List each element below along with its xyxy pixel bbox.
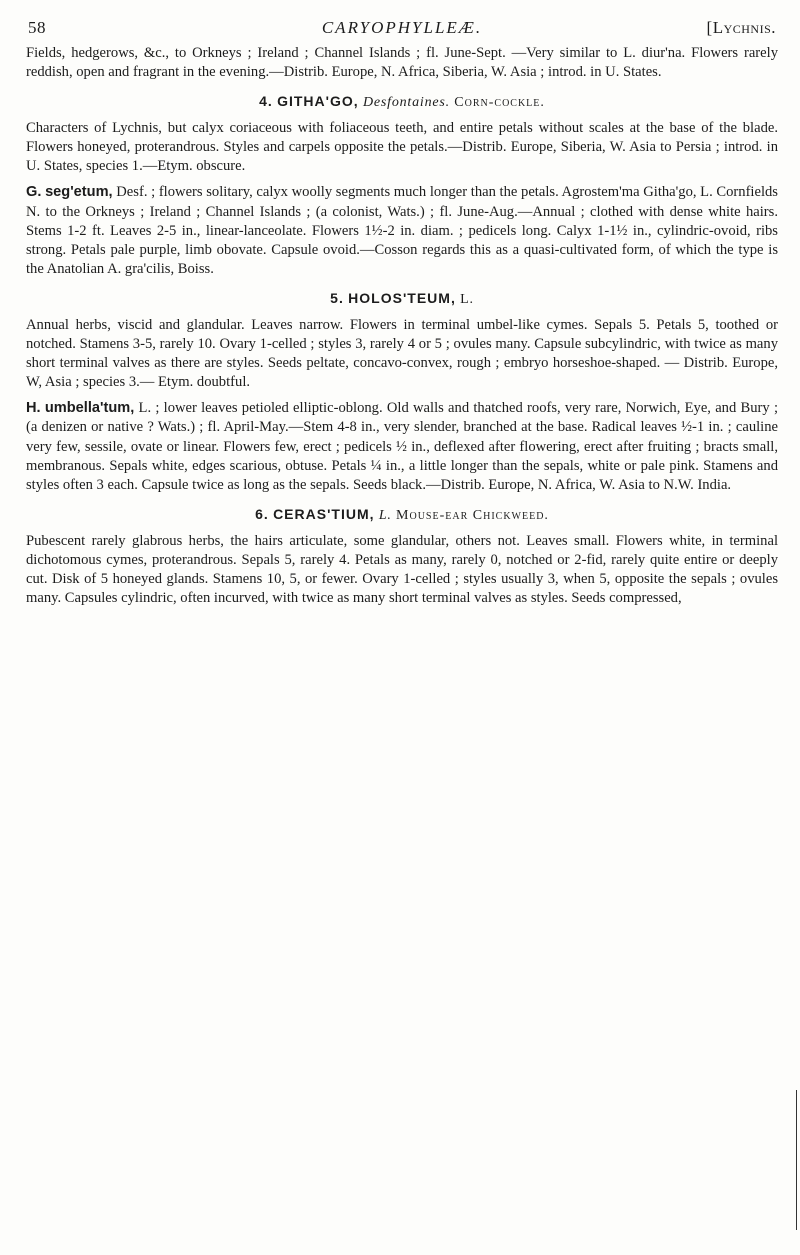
page-number: 58 (28, 18, 46, 37)
genus-description: Pubescent rarely glabrous herbs, the hairs articulate, some glandular, others not. Leaves small. Flowers white, in terminal dichotomous cymes, proterandrous. Sepals 5, rarely 4. Petals as many, rarely 0, notched or 2-fid, rarely quite entire or deeply cut. Disk of 5 honeyed glands. Stamens 10, 5, or fewer. Ovary 1-celled ; styles usually 3, when 5, opposite the sepals ; ovules many. Capsules cylindric, often incurved, with twice as many short terminal valves as styles. Seeds compressed, (26, 532, 778, 607)
genus-authority: L. (378, 507, 392, 523)
intro-paragraph: Fields, hedgerows, &c., to Orkneys ; Ireland ; Channel Islands ; fl. June-Sept. —Very similar to L. diur'na. Flowers rarely reddish, open and fragrant in the evening.—Distrib. Europe, N. Africa, Siberia, W. Asia ; introd. in U. States. (26, 45, 778, 81)
genus-common-name: Mouse-ear Chickweed. (396, 507, 549, 523)
running-head (26, 14, 778, 44)
page-edge-rule (796, 1090, 797, 1230)
page-title: CARYOPHYLLEÆ. (321, 18, 483, 37)
genus-description: Characters of Lychnis, but calyx coriaceous with foliaceous teeth, and entire petals without scales at the base of the blade. Flowers honeyed, proterandrous. Styles and carpels opposite the petals.—Distrib. Europe, Siberia, W. Asia to Persia ; introd. in U. States, species 1.—Etym. obscure. (26, 120, 778, 175)
species-text: Desf. ; flowers solitary, calyx woolly segments much longer than the petals. Agrostem'ma Githa'go, L. Cornfields N. to the Orkneys ; Ireland ; Channel Islands ; (a colonist, Wats.) ; fl. June-Aug.—Annual ; clothed with dense white hairs. Stems 1-2 ft. Leaves 2-5 in., linear-lanceolate. Flowers 1½-2 in. diam. ; pedicels long. Calyx 1-1½ in., cylindric-ovoid, ribs strong. Petals pale purple, limb obovate. Capsule ovoid.—Cosson regards this as a quasi-cultivated form, of which the type is the Anatolian A. gra'cilis, Boiss. (26, 184, 778, 277)
running-genus: [Lychnis. (706, 18, 776, 37)
genus-authority: Desfontaines. (362, 95, 450, 111)
species-name: seg'etum, (45, 184, 113, 201)
genus-name: HOLOS'TEUM, (348, 289, 456, 306)
genus-common-name: Corn-cockle. (454, 95, 545, 111)
genus-heading-cerastium (26, 506, 778, 524)
genus-heading-holosteum (26, 290, 778, 308)
genus-number: 6. (255, 505, 269, 522)
genus-name: CERAS'TIUM, (273, 505, 375, 522)
genus-authority: L. (460, 291, 474, 307)
species-name: umbella'tum, (44, 400, 135, 417)
species-entry-umbellatum (26, 399, 778, 494)
genus-description: Annual herbs, viscid and glandular. Leaves narrow. Flowers in terminal umbel-like cymes. Sepals 5. Petals 5, toothed or notched. Stamens 3-5, rarely 10. Ovary 1-celled ; styles 3, rarely 4 or 5 ; ovules many. Capsule subcylindric, with twice as many short terminal valves as there are styles. Seeds peltate, concavo-convex, rough ; embryo horseshoe-shaped. — Distrib. Europe, W, Asia ; species 3.— Etym. doubtful. (26, 316, 778, 391)
genus-number: 5. (330, 289, 344, 306)
species-letter: H. (26, 400, 41, 417)
genus-number: 4. (259, 93, 273, 110)
book-page (26, 14, 778, 608)
species-text: L. ; lower leaves petioled elliptic-oblong. Old walls and thatched roofs, very rare, Norwich, Eye, and Bury ; (a denizen or native ? Wats.) ; fl. April-May.—Stem 4-8 in., very slender, branched at the base. Radical leaves ½-1 in. ; cauline very few, sessile, ovate or linear. Flowers few, erect ; pedicels ½ in., deflexed after flowering, erect after fruiting ; bracts small, membranous. Sepals white, edges scarious, obtuse. Petals ¼ in., a little longer than the sepals, white or pale pink. Stamens and styles often 3 each. Capsule twice as long as the sepals. Seeds black.—Distrib. Europe, N. Africa, W. Asia to N.W. India. (26, 400, 778, 493)
genus-name: GITHA'GO, (277, 93, 359, 110)
species-letter: G. (26, 184, 42, 201)
species-entry-segetum (26, 183, 778, 278)
genus-heading-githago (26, 93, 778, 111)
